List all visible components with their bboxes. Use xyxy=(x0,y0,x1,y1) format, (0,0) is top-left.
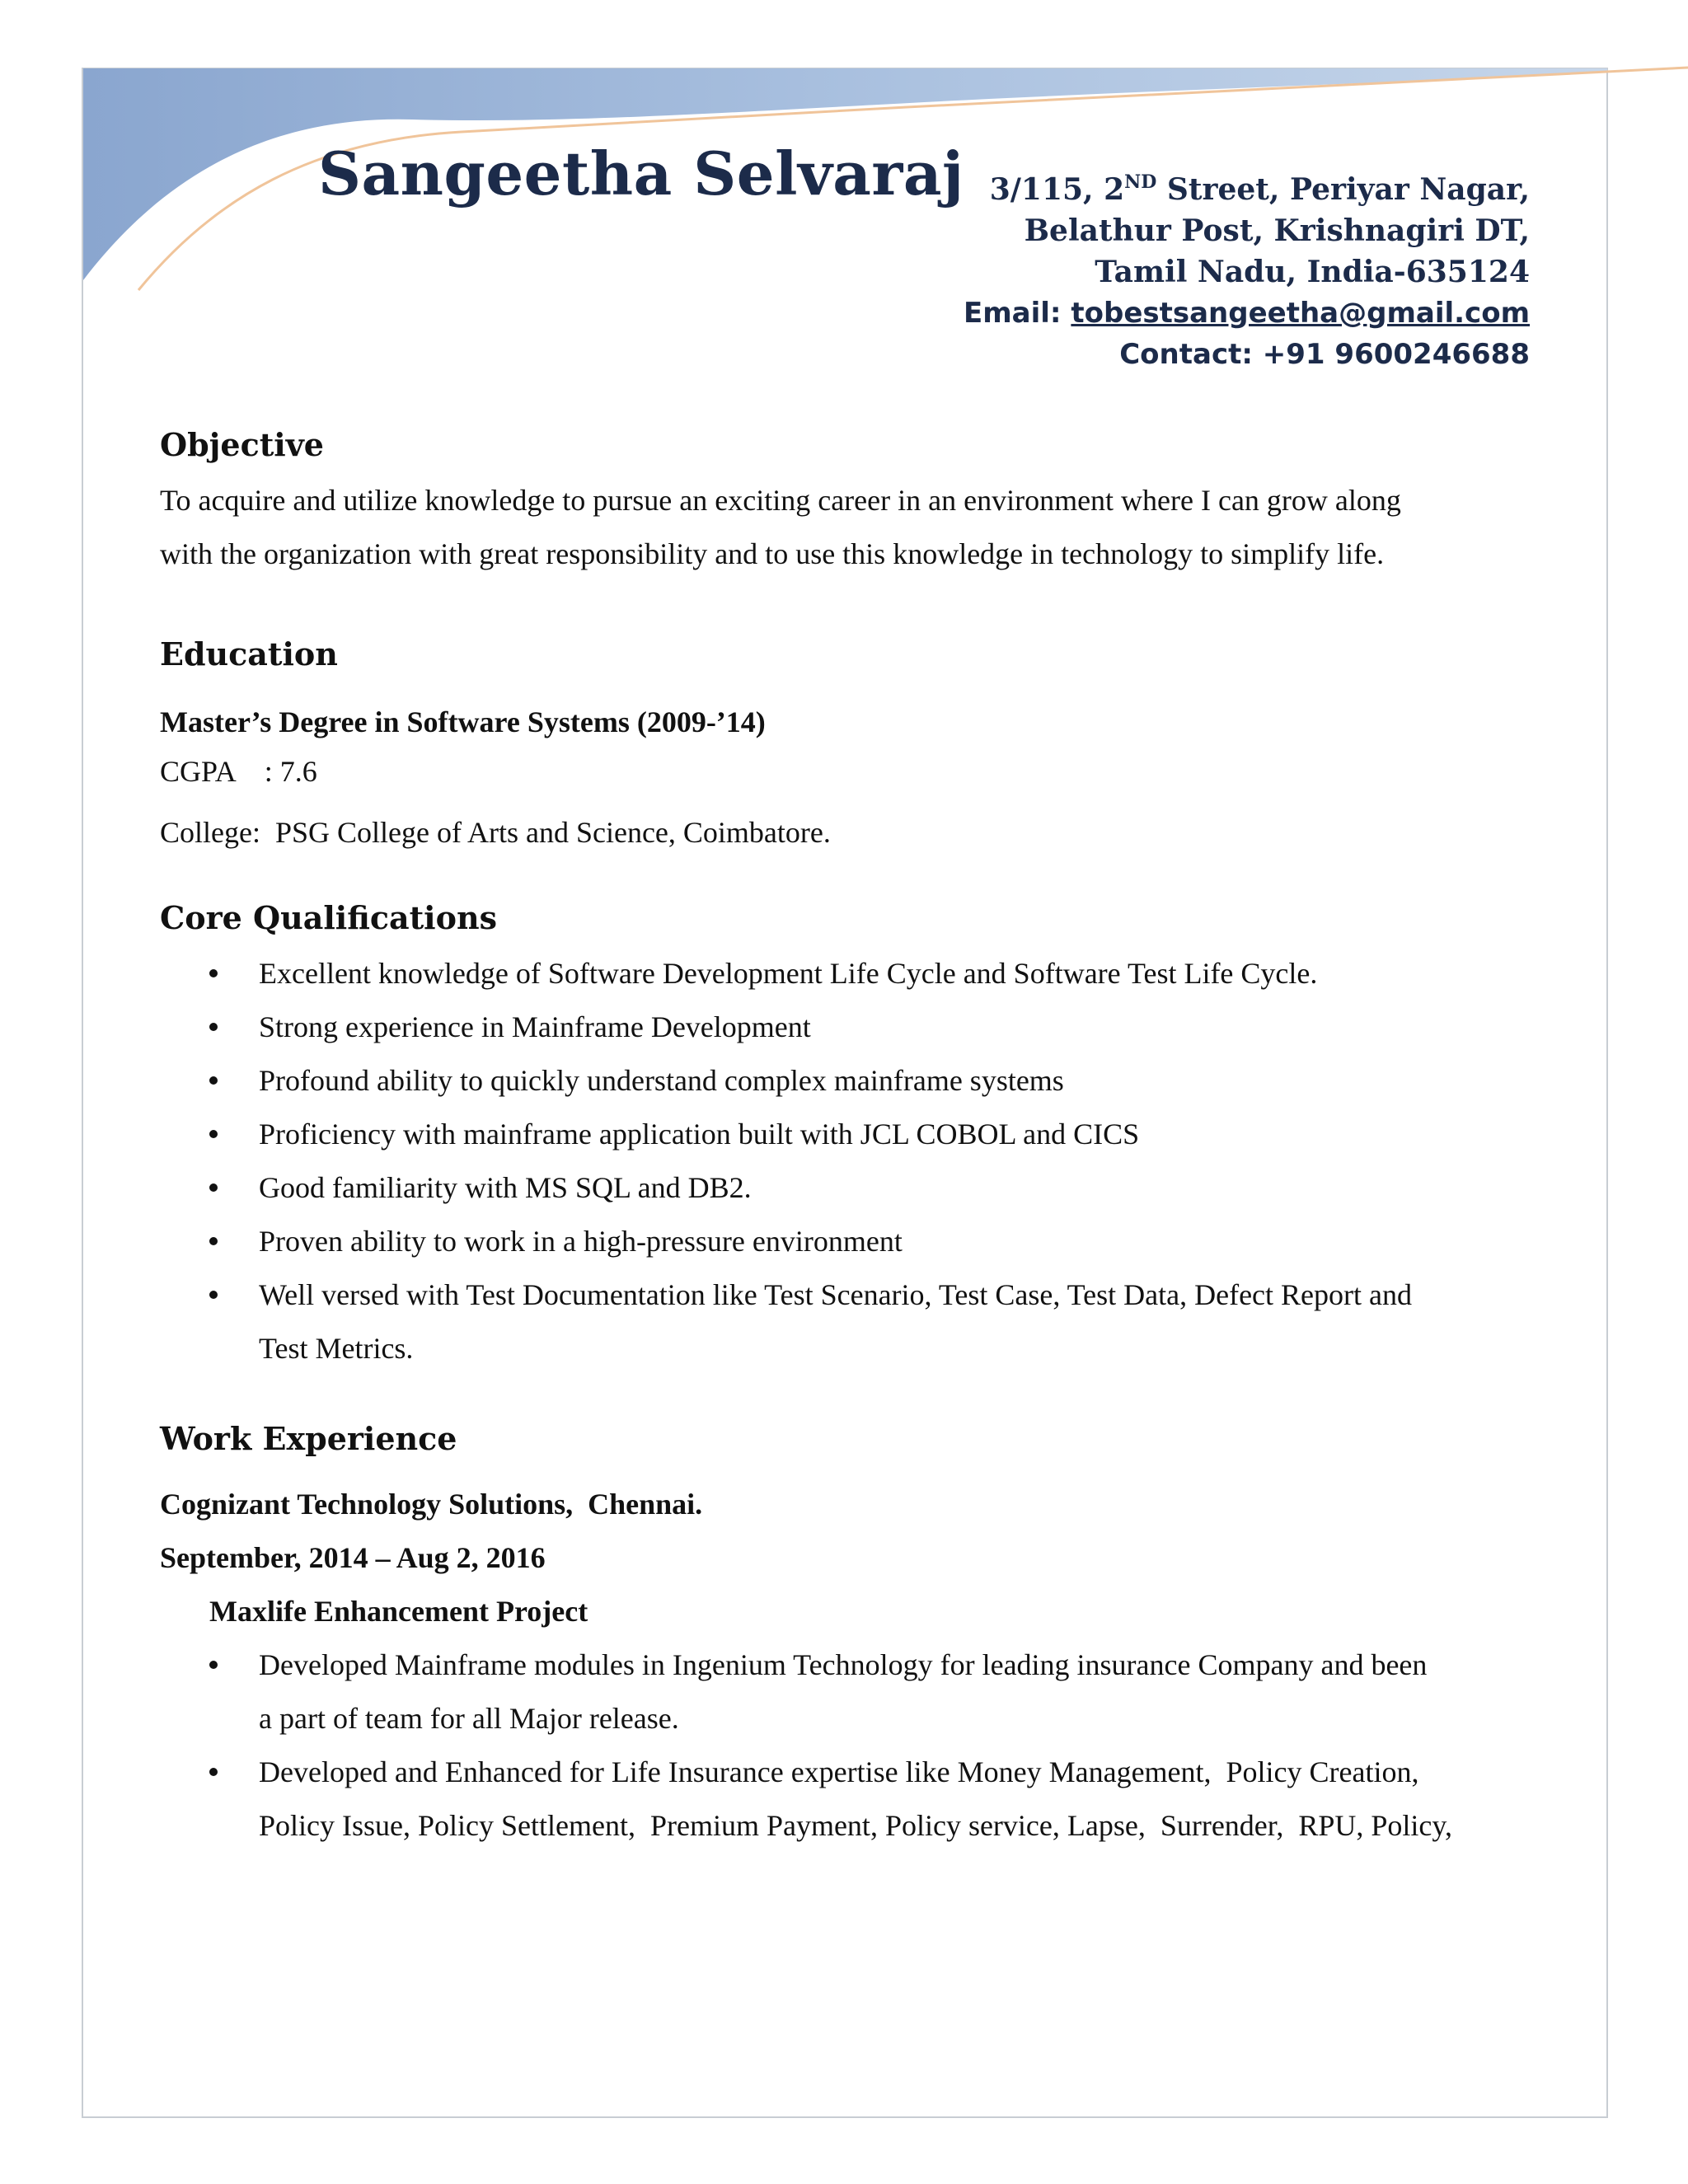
list-item: Well versed with Test Documentation like Test Scenario, Test Case, Test Data, Defect Report and Test Metrics. xyxy=(160,1268,1545,1376)
bullet-icon xyxy=(209,1291,218,1299)
company-name: Cognizant Technology Solutions, Chennai. xyxy=(160,1488,703,1521)
list-item: Profound ability to quickly understand complex mainframe systems xyxy=(160,1054,1545,1108)
list-item: Proven ability to work in a high-pressure environment xyxy=(160,1215,1545,1268)
objective-line-1: To acquire and utilize knowledge to pursue an exciting career in an environment where I can grow along xyxy=(160,484,1401,517)
degree-title: Master’s Degree in Software Systems (2009-’14) xyxy=(160,705,766,738)
list-item: Developed and Enhanced for Life Insurance expertise like Money Management, Policy Creation, Policy Issue, Policy Settlement, Premium Payment, Policy service, Lapse, Surrender, RPU, Policy, xyxy=(160,1746,1545,1853)
bullet-icon xyxy=(209,1661,218,1669)
address-line-3: Tamil Nadu, India-635124 xyxy=(1095,255,1530,289)
cgpa-line: CGPA : 7.6 xyxy=(160,755,317,788)
bullet-icon xyxy=(209,1237,218,1245)
list-item: Good familiarity with MS SQL and DB2. xyxy=(160,1161,1545,1215)
bullet-icon xyxy=(209,1183,218,1192)
email-line: Email: tobestsangeetha@gmail.com xyxy=(964,297,1530,330)
qualifications-heading: Core Qualifications xyxy=(160,899,497,936)
phone-line: Contact: +91 9600246688 xyxy=(1119,338,1530,371)
list-item: Excellent knowledge of Software Development Life Cycle and Software Test Life Cycle. xyxy=(160,947,1545,1001)
work-responsibilities xyxy=(160,1638,1545,1853)
work-heading: Work Experience xyxy=(160,1420,457,1457)
work-period: September, 2014 – Aug 2, 2016 xyxy=(160,1541,546,1574)
address-line-1: 3/115, 2ND Street, Periyar Nagar, xyxy=(989,171,1530,207)
bullet-icon xyxy=(209,1076,218,1085)
contact-block xyxy=(964,169,1530,375)
resume-body xyxy=(160,416,1545,1853)
objective-line-2: with the organization with great responsibility and to use this knowledge in technology to simplify life. xyxy=(160,537,1385,570)
list-item: Proficiency with mainframe application built with JCL COBOL and CICS xyxy=(160,1108,1545,1161)
list-item: Developed Mainframe modules in Ingenium Technology for leading insurance Company and been a part of team for all Major release. xyxy=(160,1638,1545,1746)
bullet-icon xyxy=(209,1023,218,1031)
email-link[interactable]: tobestsangeetha@gmail.com xyxy=(1071,297,1530,330)
objective-heading: Objective xyxy=(160,426,324,463)
college-line: College: PSG College of Arts and Science, Coimbatore. xyxy=(160,816,831,849)
list-item: Strong experience in Mainframe Development xyxy=(160,1001,1545,1054)
project-title: Maxlife Enhancement Project xyxy=(209,1595,588,1628)
bullet-icon xyxy=(209,969,218,977)
bullet-icon xyxy=(209,1130,218,1138)
bullet-icon xyxy=(209,1768,218,1776)
qualifications-list xyxy=(160,947,1545,1376)
education-heading: Education xyxy=(160,635,338,673)
address-line-2: Belathur Post, Krishnagiri DT, xyxy=(1024,213,1530,248)
candidate-name: Sangeetha Selvaraj xyxy=(318,138,964,209)
